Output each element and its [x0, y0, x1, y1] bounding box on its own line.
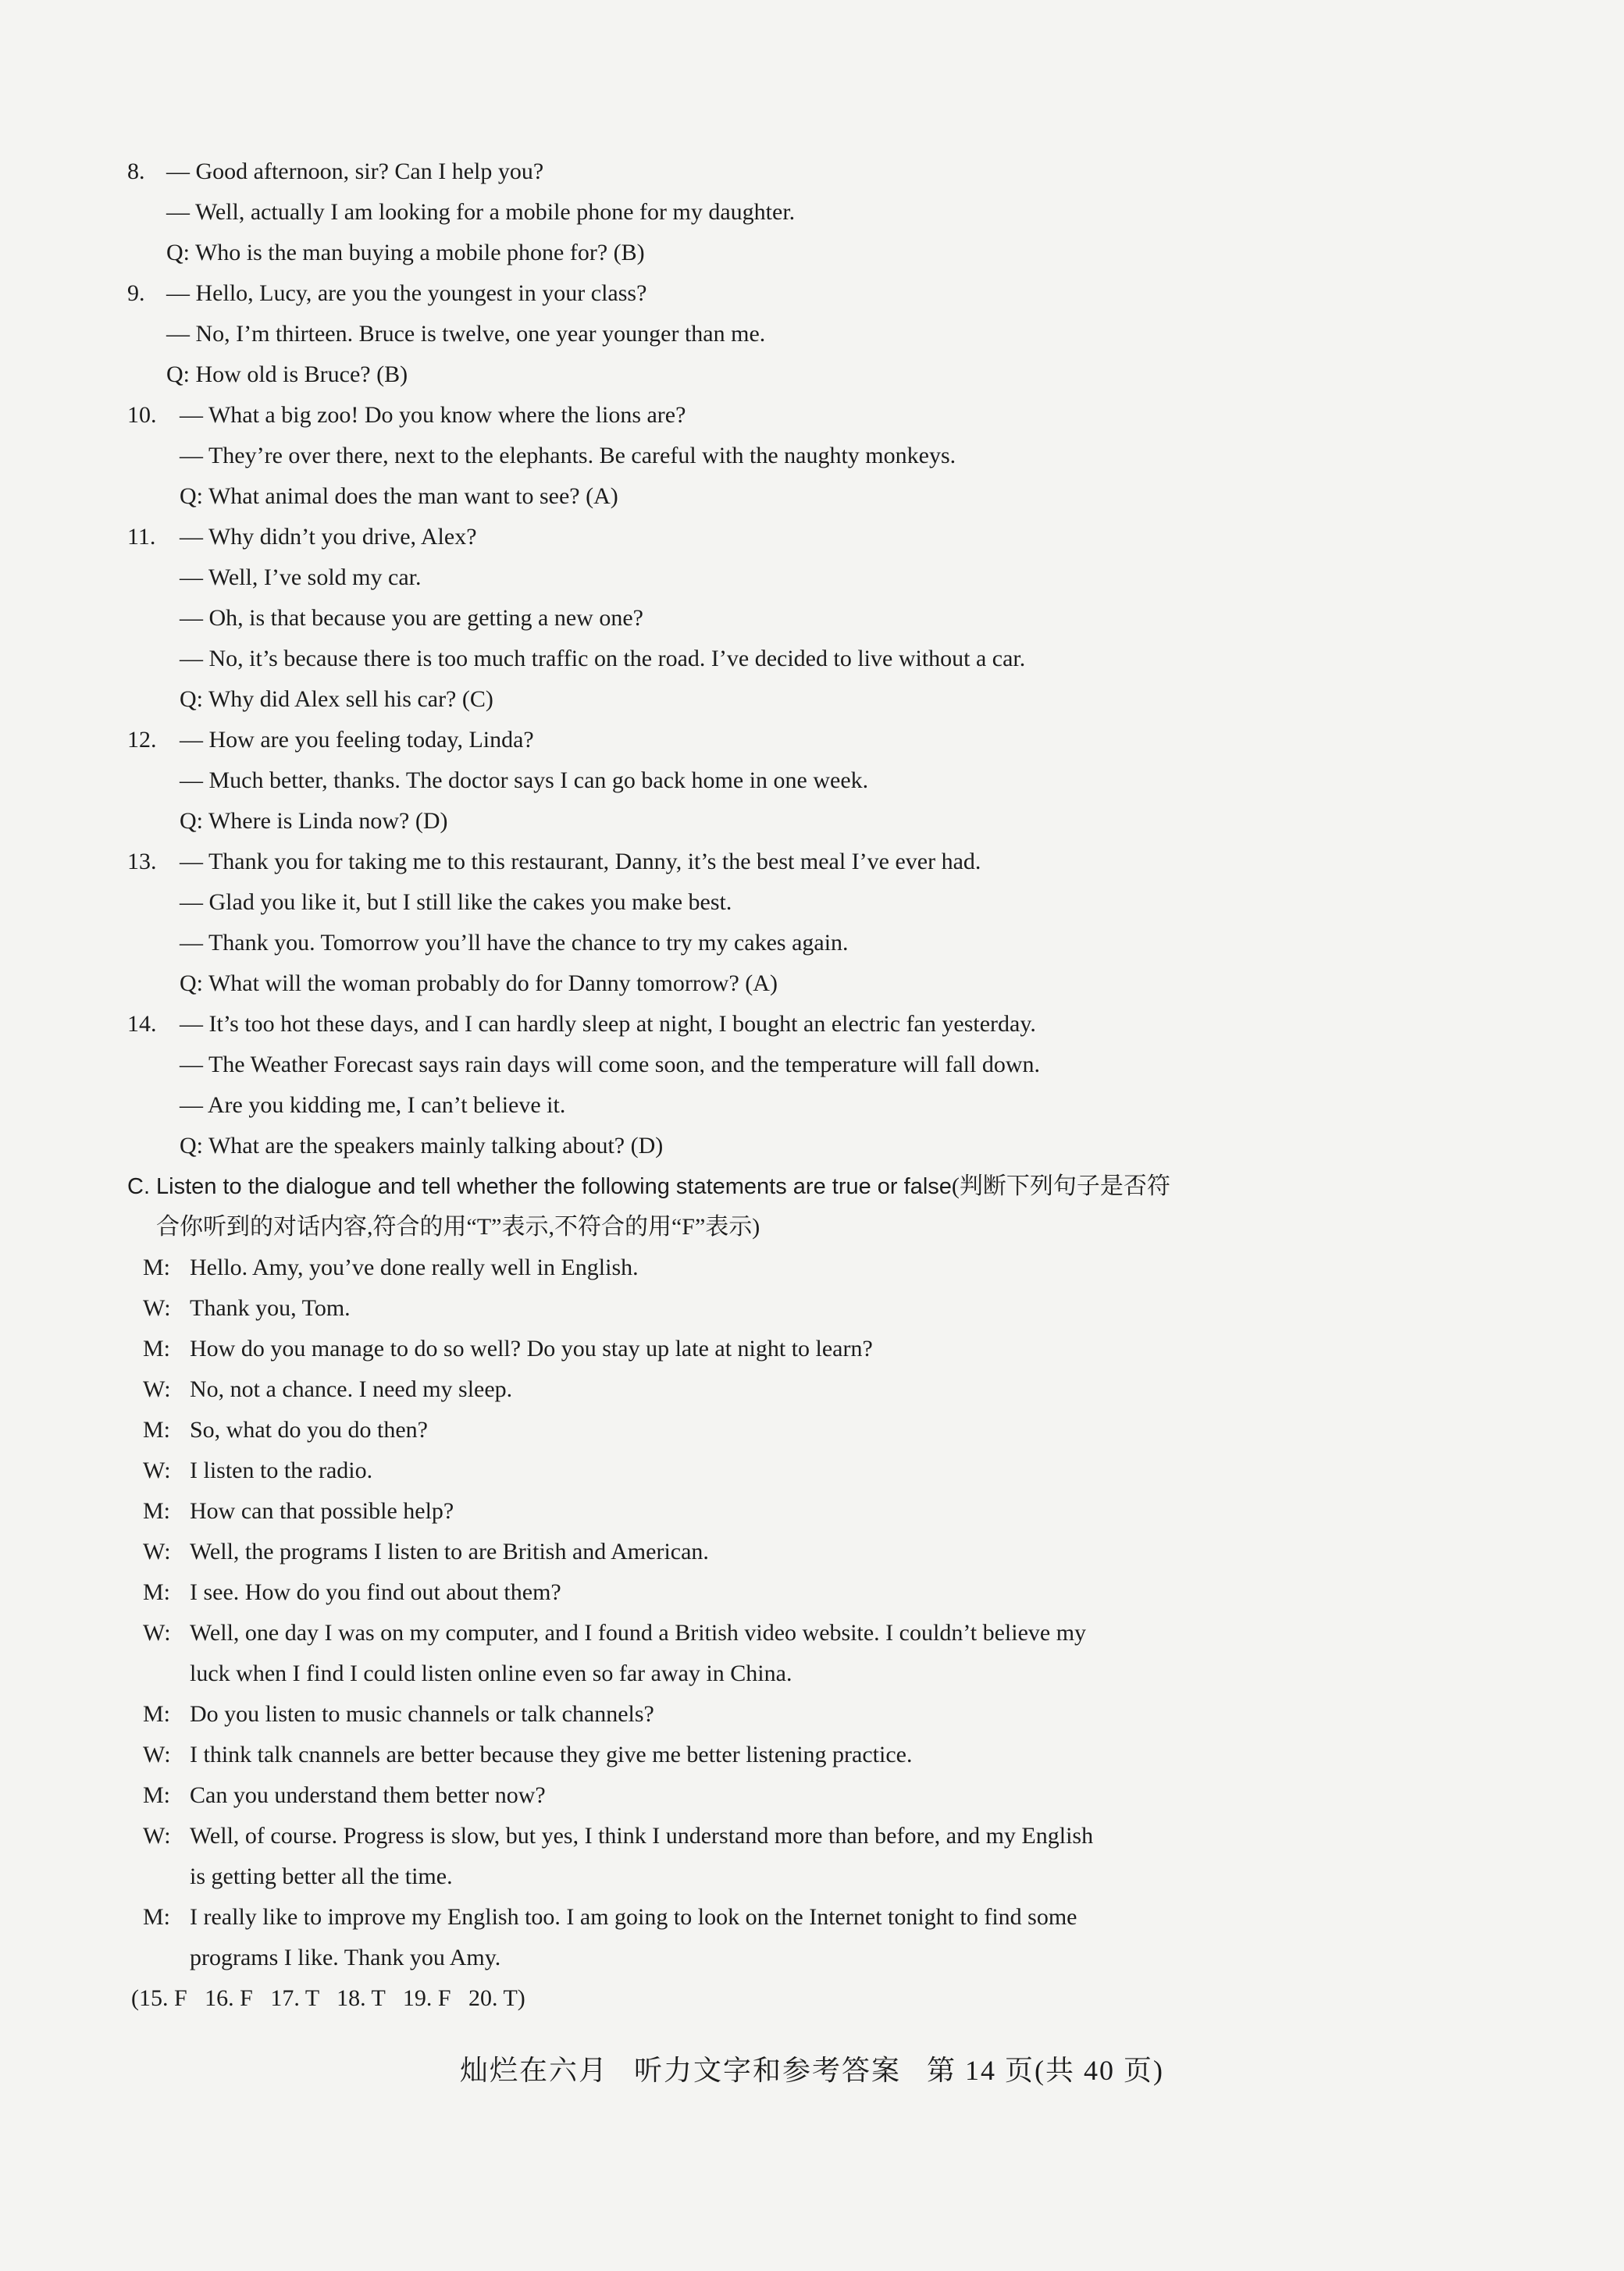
item-9-line-1: — Hello, Lucy, are you the youngest in your class?: [166, 280, 647, 306]
item-14-question: Q: What are the speakers mainly talking about? (D): [180, 1133, 664, 1159]
item-14-number: 14.: [127, 1011, 157, 1037]
dialogue-speaker: M:: [143, 1498, 171, 1524]
item-10-number: 10.: [127, 402, 157, 428]
dialogue-speaker: W:: [143, 1823, 171, 1849]
item-12-line-1: — How are you feeling today, Linda?: [180, 727, 534, 753]
item-13-line-2: — Glad you like it, but I still like the cakes you make best.: [180, 889, 732, 915]
item-9-number: 9.: [127, 280, 145, 306]
item-8-line-1: — Good afternoon, sir? Can I help you?: [166, 158, 544, 184]
question-number: 8.: [127, 158, 145, 184]
item-10-line-1: — What a big zoo! Do you know where the lions are?: [180, 402, 686, 428]
item-12-question: Q: Where is Linda now? (D): [180, 808, 448, 834]
dialogue-line: Well, the programs I listen to are British and American.: [190, 1539, 709, 1564]
dialogue-speaker: M:: [143, 1255, 171, 1280]
dialogue-speaker: W:: [143, 1376, 171, 1402]
item-14-line-1: — It’s too hot these days, and I can hardly sleep at night, I bought an electric fan yesterday.: [180, 1011, 1036, 1037]
item-10-question: Q: What animal does the man want to see? (A): [180, 483, 618, 509]
item-14-line-2: — The Weather Forecast says rain days will come soon, and the temperature will fall down.: [180, 1052, 1041, 1077]
item-9-question: Q: How old is Bruce? (B): [166, 361, 408, 387]
dialogue-line: So, what do you do then?: [190, 1417, 428, 1443]
section-c-heading-en: C. Listen to the dialogue and tell whether the following statements are true or false: [127, 1174, 952, 1199]
dialogue-line: I really like to improve my English too. I am going to look on the Internet tonight to find some: [190, 1904, 1077, 1930]
item-8-line-2: — Well, actually I am looking for a mobile phone for my daughter.: [166, 199, 796, 225]
dialogue-line: I see. How do you find out about them?: [190, 1579, 561, 1605]
dialogue-speaker: M:: [143, 1782, 171, 1808]
item-11-line-3: — Oh, is that because you are getting a new one?: [180, 605, 643, 631]
page-footer: 灿烂在六月 听力文字和参考答案 第 14 页(共 40 页): [460, 2055, 1164, 2086]
dialogue-line: No, not a chance. I need my sleep.: [190, 1376, 513, 1402]
item-13-question: Q: What will the woman probably do for Danny tomorrow? (A): [180, 970, 778, 996]
answer-key: (15. F 16. F 17. T 18. T 19. F 20. T): [131, 1985, 525, 2011]
dialogue-speaker: W:: [143, 1620, 171, 1646]
dialogue-speaker: M:: [143, 1336, 171, 1362]
item-11-line-2: — Well, I’ve sold my car.: [180, 564, 422, 590]
dialogue-line: How do you manage to do so well? Do you stay up late at night to learn?: [190, 1336, 873, 1362]
dialogue-speaker: W:: [143, 1295, 171, 1321]
item-11-line-1: — Why didn’t you drive, Alex?: [180, 524, 477, 550]
section-c-heading: [127, 1171, 1170, 1202]
dialogue-speaker: W:: [143, 1742, 171, 1767]
item-13-number: 13.: [127, 849, 157, 874]
dialogue-line: How can that possible help?: [190, 1498, 454, 1524]
dialogue-speaker: M:: [143, 1417, 171, 1443]
dialogue-speaker: W:: [143, 1458, 171, 1483]
item-14-line-3: — Are you kidding me, I can’t believe it.: [180, 1092, 566, 1118]
item-8-number: [127, 156, 145, 187]
item-11-number: 11.: [127, 524, 156, 550]
dialogue-speaker: M:: [143, 1579, 171, 1605]
item-11-line-4: — No, it’s because there is too much traffic on the road. I’ve decided to live without a car.: [180, 646, 1026, 671]
section-c-heading-cn-2: 合你听到的对话内容,符合的用“T”表示,不符合的用“F”表示): [156, 1214, 760, 1240]
dialogue-line: Well, of course. Progress is slow, but yes, I think I understand more than before, and my English: [190, 1823, 1094, 1849]
item-13-line-1: — Thank you for taking me to this restaurant, Danny, it’s the best meal I’ve ever had.: [180, 849, 981, 874]
item-10-line-2: — They’re over there, next to the elephants. Be careful with the naughty monkeys.: [180, 443, 956, 468]
dialogue-speaker: M:: [143, 1701, 171, 1727]
dialogue-line: Hello. Amy, you’ve done really well in English.: [190, 1255, 639, 1280]
item-12-number: 12.: [127, 727, 157, 753]
dialogue-line: I think talk cnannels are better because they give me better listening practice.: [190, 1742, 913, 1767]
dialogue-line: Do you listen to music channels or talk channels?: [190, 1701, 654, 1727]
section-c-heading-cn-1: (判断下列句子是否符: [951, 1173, 1170, 1199]
dialogue-line: Well, one day I was on my computer, and I found a British video website. I couldn’t believe my: [190, 1620, 1087, 1646]
dialogue-line: I listen to the radio.: [190, 1458, 373, 1483]
item-13-line-3: — Thank you. Tomorrow you’ll have the chance to try my cakes again.: [180, 930, 849, 956]
dialogue-line: Thank you, Tom.: [190, 1295, 351, 1321]
item-8-question: Q: Who is the man buying a mobile phone for? (B): [166, 240, 645, 265]
dialogue-line: is getting better all the time.: [190, 1863, 453, 1889]
item-11-question: Q: Why did Alex sell his car? (C): [180, 686, 493, 712]
dialogue-line: luck when I find I could listen online even so far away in China.: [190, 1661, 792, 1686]
item-9-line-2: — No, I’m thirteen. Bruce is twelve, one year younger than me.: [166, 321, 766, 347]
item-12-line-2: — Much better, thanks. The doctor says I can go back home in one week.: [180, 767, 869, 793]
dialogue-line: programs I like. Thank you Amy.: [190, 1945, 501, 1970]
dialogue-speaker: M:: [143, 1904, 171, 1930]
dialogue-speaker: W:: [143, 1539, 171, 1564]
dialogue-line: Can you understand them better now?: [190, 1782, 546, 1808]
